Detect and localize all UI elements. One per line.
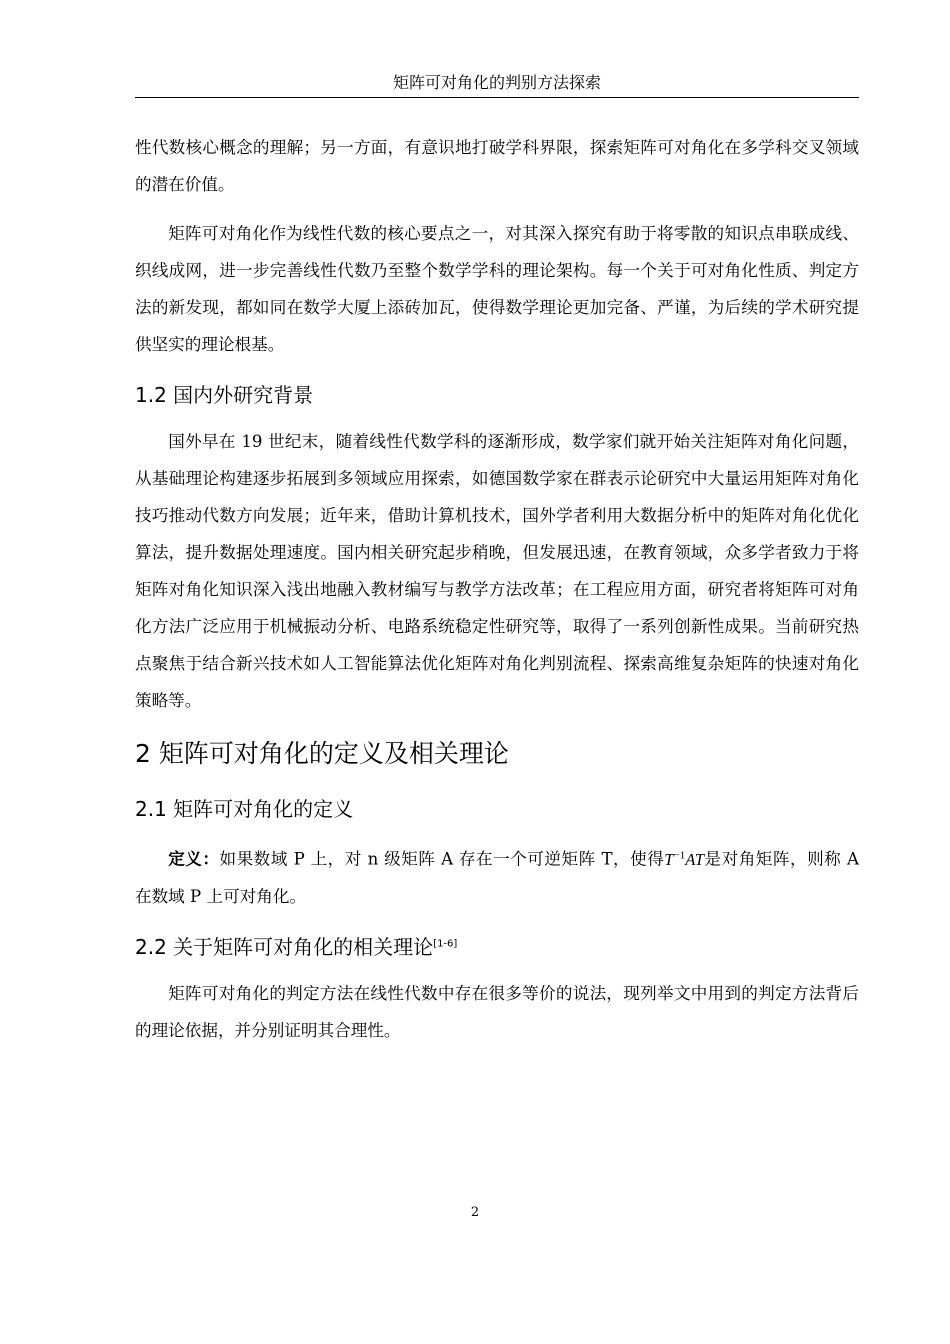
- math-expression: [664, 850, 704, 869]
- paragraph-definition: [135, 837, 859, 915]
- paragraph-theory-intro: 矩阵可对角化的判定方法在线性代数中存在很多等价的说法，现列举文中用到的判定方法背后的理论依据，并分别证明其合理性。: [135, 983, 859, 1040]
- paragraph-research-background: 国外早在 19 世纪末，随着线性代数学科的逐渐形成，数学家们就开始关注矩阵对角化问题，从基础理论构建逐步拓展到多领域应用探索，如德国数学家在群表示论研究中大量运用矩阵对角化技巧推动代数方向发展；近年来，借助计算机技术，国外学者利用大数据分析中的矩阵对角化优化算法，提升数据处理速度。国内相关研究起步稍晚，但发展迅速，在教育领域，众多学者致力于将矩阵对角化知识深入浅出地融入教材编写与教学方法改革；在工程应用方面，研究者将矩阵可对角化方法广泛应用于机械振动分析、电路系统稳定性研究等，取得了一系列创新性成果。当前研究热点聚焦于结合新兴技术如人工智能算法优化矩阵对角化判别流程、探索高维复杂矩阵的快速对角化策略等。: [135, 432, 859, 710]
- math-exponent: −1: [673, 849, 686, 861]
- math-AT: AT: [685, 849, 704, 869]
- definition-term: 定义：: [168, 848, 220, 869]
- section-heading-2-2: [135, 927, 859, 967]
- running-header: 矩阵可对角化的判别方法探索: [392, 73, 601, 92]
- chapter-heading-2: 2 矩阵可对角化的定义及相关理论: [135, 739, 509, 768]
- citation-reference[interactable]: [1-6]: [433, 937, 458, 949]
- definition-text-before: 如果数域 P 上，对 n 级矩阵 A 存在一个可逆矩阵 T，使得: [219, 849, 665, 869]
- math-T: T: [664, 849, 674, 869]
- page-body: [135, 129, 859, 1061]
- section-heading-2-2-text: 2.2 关于矩阵可对角化的相关理论: [135, 934, 434, 959]
- paragraph-continued: 性代数核心概念的理解；另一方面，有意识地打破学科界限，探索矩阵可对角化在多学科交叉领域的潜在价值。: [135, 138, 859, 194]
- page-number: 2: [470, 1205, 480, 1220]
- section-heading-1-2: 1.2 国内外研究背景: [135, 383, 314, 407]
- section-heading-2-1: 2.1 矩阵可对角化的定义: [135, 797, 354, 821]
- header-rule: [135, 97, 859, 98]
- definition-text-after: 是对角矩阵，则称 A 在数域 P 上可对角化。: [135, 849, 860, 906]
- paragraph-significance: 矩阵可对角化作为线性代数的核心要点之一，对其深入探究有助于将零散的知识点串联成线、织线成网，进一步完善线性代数乃至整个数学学科的理论架构。每一个关于可对角化性质、判定方法的新发现，都如同在数学大厦上添砖加瓦，使得数学理论更加完备、严谨，为后续的学术研究提供坚实的理论根基。: [135, 224, 859, 354]
